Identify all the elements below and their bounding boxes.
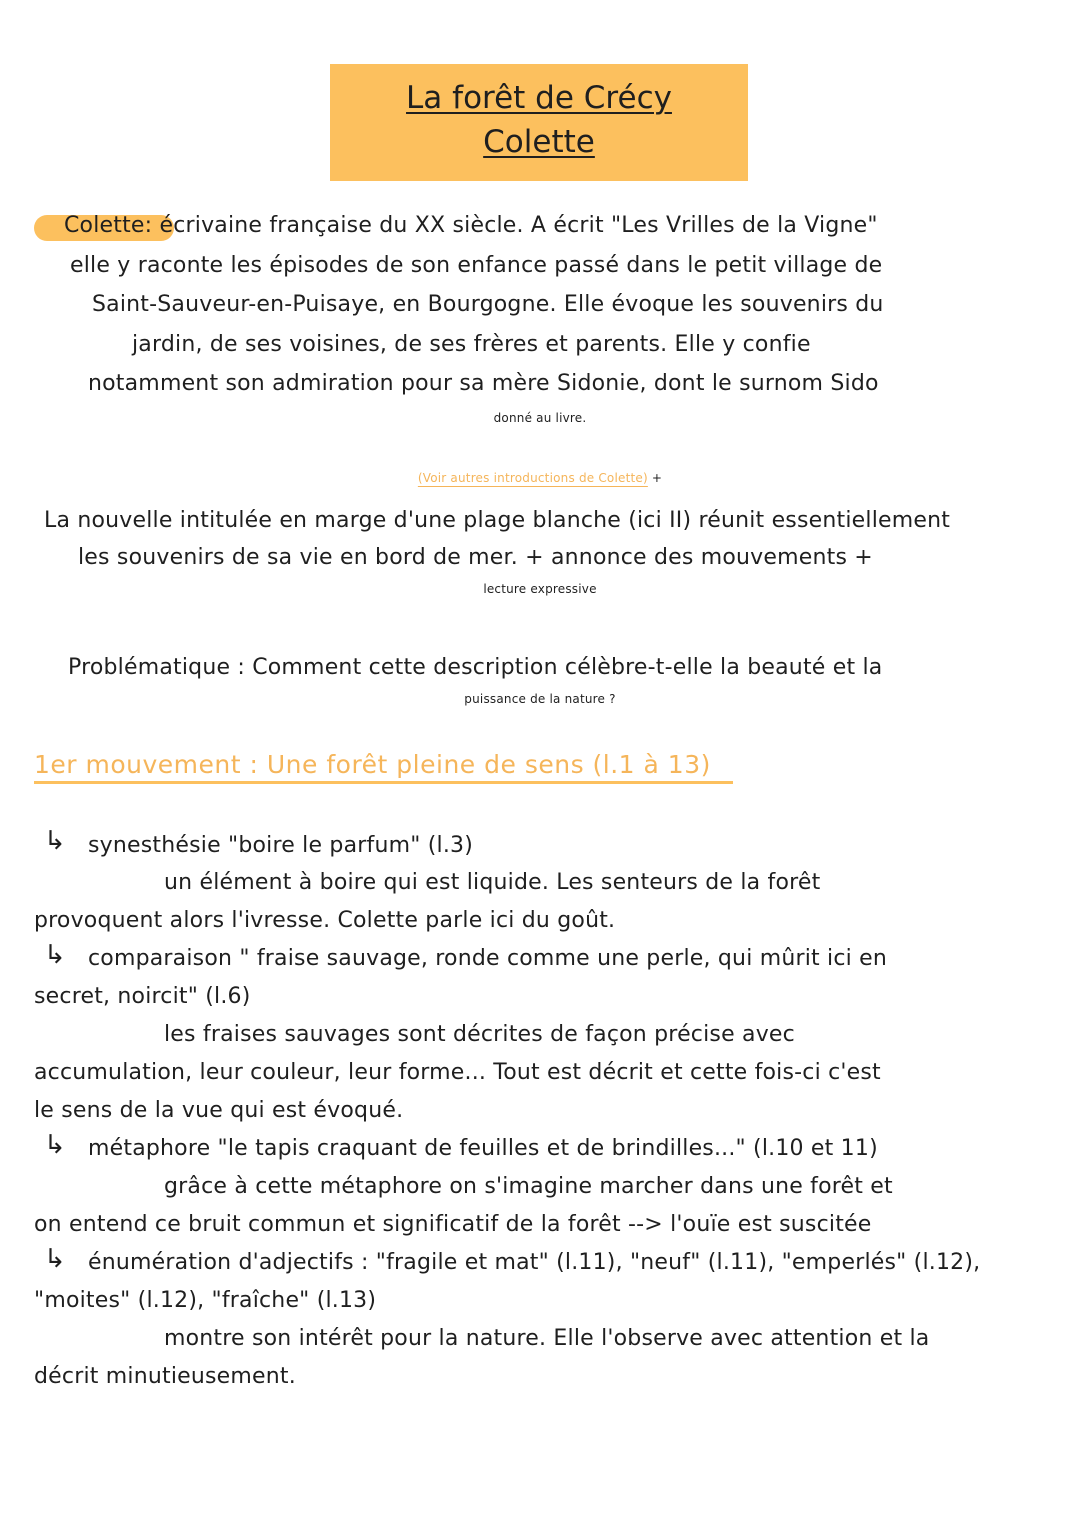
note-line: synesthésie "boire le parfum" (l.3) (88, 833, 474, 858)
intro-line-4: jardin, de ses voisines, de ses frères et parents. Elle y confie (132, 332, 811, 357)
intro-line-2: elle y raconte les épisodes de son enfance passé dans le petit village de (70, 253, 883, 278)
intro-line-3: Saint-Sauveur-en-Puisaye, en Bourgogne. Elle évoque les souvenirs du (92, 292, 884, 317)
problematique-line-2: puissance de la nature ? (464, 692, 616, 706)
intro-line-6: donné au livre. (493, 411, 587, 425)
note-line: énumération d'adjectifs : "fragile et mat" (l.11), "neuf" (l.11), "emperlés" (l.12), (88, 1250, 981, 1275)
movement-heading-underline (34, 781, 733, 784)
intro-line-5: notamment son admiration pour sa mère Sidonie, dont le surnom Sido (88, 371, 879, 396)
other-intro-line (0, 471, 1080, 485)
note-line: montre son intérêt pour la nature. Elle l'observe avec attention et la (164, 1326, 930, 1351)
note-line: grâce à cette métaphore on s'imagine marcher dans une forêt et (164, 1174, 893, 1199)
arrow-icon: ↳ (44, 1244, 66, 1274)
title-line-1: La forêt de Crécy (406, 80, 672, 116)
note-line: accumulation, leur couleur, leur forme... Tout est décrit et cette fois-ci c'est (34, 1060, 881, 1085)
title-line-2: Colette (483, 124, 595, 160)
other-intros-link[interactable]: (Voir autres introductions de Colette) (417, 471, 648, 485)
note-line: décrit minutieusement. (34, 1364, 296, 1389)
problematique-line-1: Problématique : Comment cette description célèbre-t-elle la beauté et la (68, 655, 883, 680)
note-line: le sens de la vue qui est évoqué. (34, 1098, 404, 1123)
note-line: comparaison " fraise sauvage, ronde comme une perle, qui mûrit ici en (88, 946, 888, 971)
note-line: les fraises sauvages sont décrites de façon précise avec (164, 1022, 795, 1047)
note-line: un élément à boire qui est liquide. Les senteurs de la forêt (164, 870, 821, 895)
other-line-1: La nouvelle intitulée en marge d'une plage blanche (ici II) réunit essentiellement (44, 508, 951, 533)
plus-sign: + (647, 471, 663, 485)
note-line: métaphore "le tapis craquant de feuilles et de brindilles..." (l.10 et 11) (88, 1136, 878, 1161)
note-line: provoquent alors l'ivresse. Colette parle ici du goût. (34, 908, 616, 933)
note-line: "moites" (l.12), "fraîche" (l.13) (34, 1288, 377, 1313)
note-line: secret, noircit" (l.6) (34, 984, 251, 1009)
intro-label: Colette: (64, 213, 153, 238)
other-line-3: lecture expressive (483, 582, 597, 596)
intro-text: écrivaine française du XX siècle. A écrit "Les Vrilles de la Vigne" (159, 213, 878, 238)
arrow-icon: ↳ (44, 1130, 66, 1160)
note-line: on entend ce bruit commun et significatif de la forêt --> l'ouïe est suscitée (34, 1212, 872, 1237)
movement-heading: 1er mouvement : Une forêt pleine de sens (l.1 à 13) (34, 750, 711, 779)
intro-line-1 (64, 213, 878, 238)
arrow-icon: ↳ (44, 940, 66, 970)
other-line-2: les souvenirs de sa vie en bord de mer. + annonce des mouvements + (78, 545, 873, 570)
arrow-icon: ↳ (44, 826, 66, 856)
